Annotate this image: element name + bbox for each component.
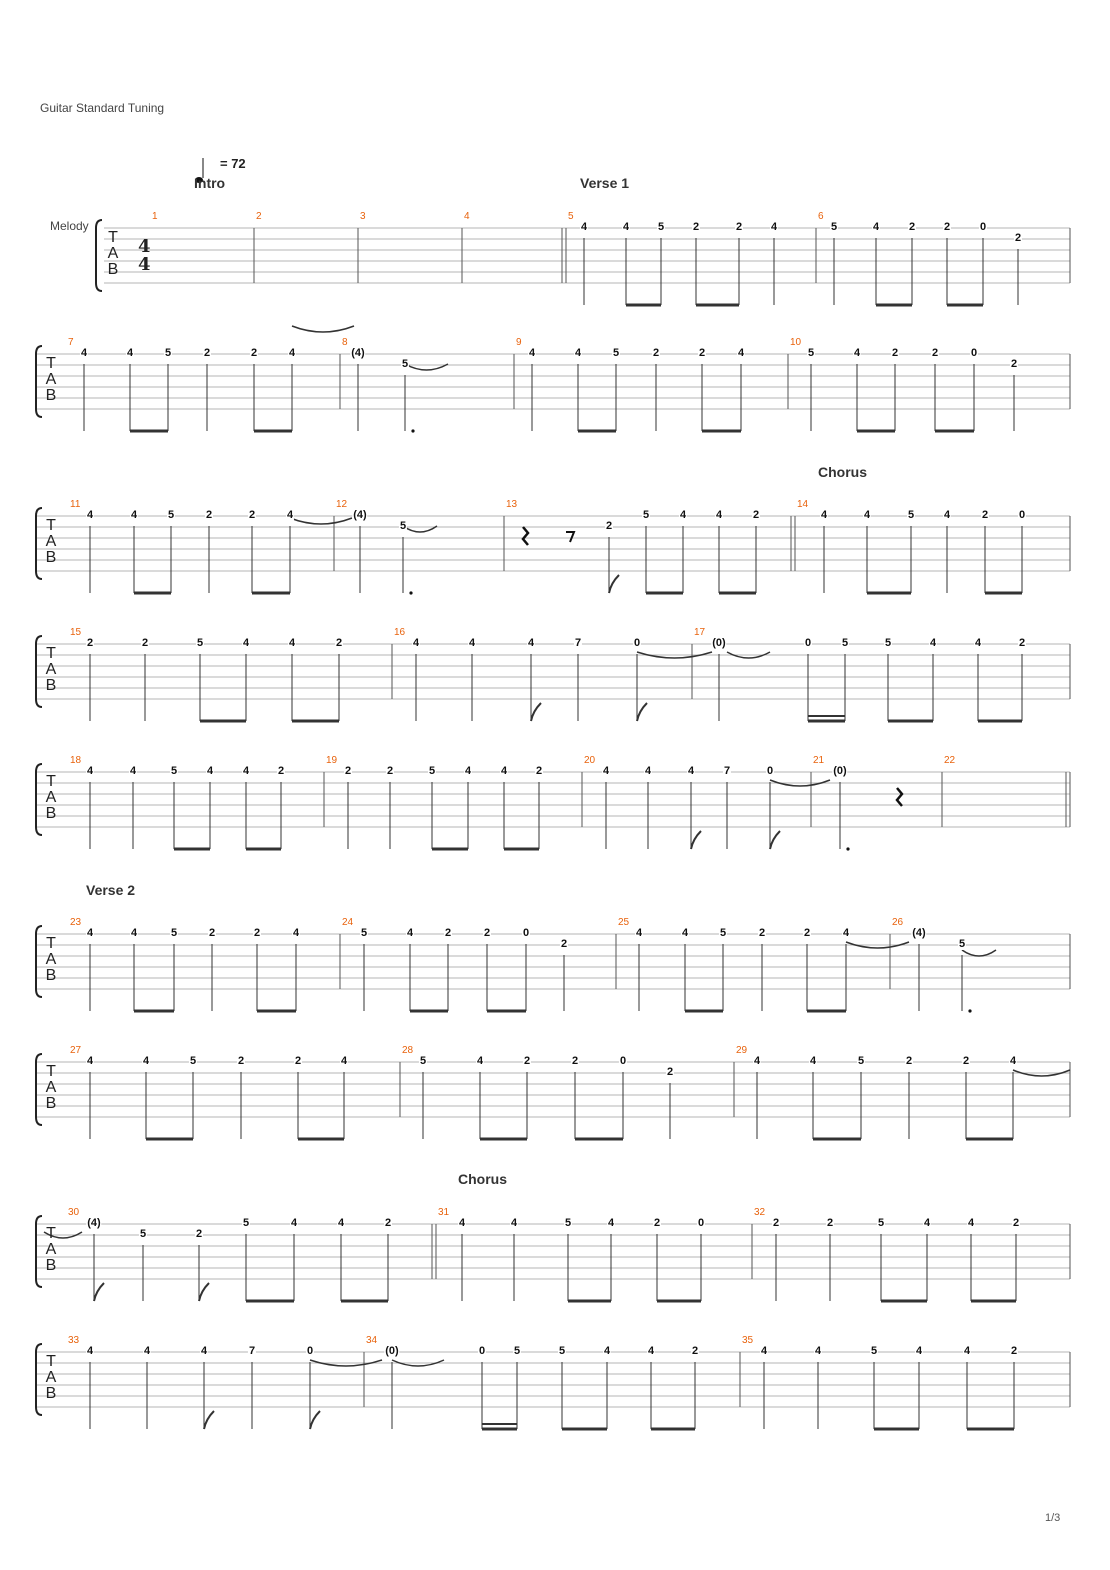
tab-clef-letter: B	[45, 967, 57, 984]
fret-number: (4)	[353, 509, 367, 521]
system-bracket	[36, 1344, 42, 1415]
fret-number: 4	[130, 927, 138, 939]
fret-number: 2	[653, 1217, 661, 1229]
fret-number: 0	[804, 637, 812, 649]
tuning-label: Guitar Standard Tuning	[40, 101, 165, 115]
page-number: 1/3	[1045, 1512, 1061, 1524]
fret-number: 5	[857, 1055, 865, 1067]
tab-clef-letter: T	[46, 1225, 56, 1242]
fret-number: 4	[464, 765, 472, 777]
fret-number: 2	[752, 509, 760, 521]
fret-number: 2	[666, 1066, 674, 1078]
fret-number: 4	[286, 509, 294, 521]
fret-number: 4	[130, 509, 138, 521]
measure-number: 3	[360, 211, 366, 222]
fret-number: 5	[870, 1345, 878, 1357]
measure-number: 22	[944, 755, 956, 766]
quarter-rest-symbol	[897, 788, 902, 806]
fret-number: 4	[1009, 1055, 1017, 1067]
fret-number: 4	[242, 637, 250, 649]
tab-clef-letter: B	[107, 261, 119, 278]
fret-number: 2	[523, 1055, 531, 1067]
fret-number: 5	[657, 221, 665, 233]
fret-number: 4	[715, 509, 723, 521]
fret-number: 2	[195, 1228, 203, 1240]
system-bracket	[36, 764, 42, 835]
fret-number: (0)	[385, 1345, 399, 1357]
fret-number: 4	[923, 1217, 931, 1229]
eighth-rest-symbol	[566, 532, 574, 542]
measure-number: 19	[326, 755, 338, 766]
tab-clef-letter: B	[45, 677, 57, 694]
fret-number: 2	[205, 509, 213, 521]
fret-number: 2	[605, 520, 613, 532]
tie-arc	[290, 518, 352, 524]
fret-number: 4	[510, 1217, 518, 1229]
fret-number: 7	[723, 765, 731, 777]
fret-number: 2	[826, 1217, 834, 1229]
fret-number: 2	[691, 1345, 699, 1357]
fret-number: 4	[242, 765, 250, 777]
measure-number: 5	[568, 211, 574, 222]
measure-number: 23	[70, 917, 82, 928]
time-signature-bottom: 4	[138, 254, 151, 275]
system-bracket	[36, 508, 42, 579]
fret-number: 0	[1018, 509, 1026, 521]
measure-number: 1	[152, 211, 158, 222]
fret-number: 4	[967, 1217, 975, 1229]
fret-number: 4	[647, 1345, 655, 1357]
fret-number: 4	[86, 1345, 94, 1357]
fret-number: 4	[86, 927, 94, 939]
fret-number: 0	[306, 1345, 314, 1357]
fret-number: 0	[766, 765, 774, 777]
fret-number: 5	[170, 765, 178, 777]
fret-number: 4	[86, 509, 94, 521]
note-flag	[531, 703, 541, 721]
measure-number: 35	[742, 1335, 754, 1346]
note-flag	[691, 831, 701, 849]
tab-clef-letter: B	[45, 1095, 57, 1112]
tab-clef-letter: T	[46, 355, 56, 372]
measure-number: 15	[70, 627, 82, 638]
tempo-marking: = 72	[220, 156, 246, 171]
tab-clef-letter: T	[46, 1063, 56, 1080]
note-flag	[204, 1411, 214, 1429]
tab-clef-letter: A	[107, 245, 119, 262]
fret-number: 2	[891, 347, 899, 359]
fret-number: 4	[915, 1345, 923, 1357]
fret-number: 2	[1018, 637, 1026, 649]
fret-number: 4	[853, 347, 861, 359]
fret-number: 5	[719, 927, 727, 939]
fret-number: 0	[619, 1055, 627, 1067]
fret-number: 2	[277, 765, 285, 777]
fret-number: 5	[399, 520, 407, 532]
fret-number: 4	[129, 765, 137, 777]
note-flag	[199, 1283, 209, 1301]
fret-number: 4	[753, 1055, 761, 1067]
measure-number: 11	[70, 499, 81, 510]
fret-number: 2	[250, 347, 258, 359]
fret-number: 4	[687, 765, 695, 777]
fret-number: 2	[758, 927, 766, 939]
fret-number: 2	[1014, 232, 1022, 244]
dotted-note	[846, 847, 849, 850]
fret-number: 5	[907, 509, 915, 521]
fret-number: 5	[189, 1055, 197, 1067]
fret-number: 0	[522, 927, 530, 939]
fret-number: 5	[877, 1217, 885, 1229]
measure-number: 20	[584, 755, 596, 766]
fret-number: 4	[500, 765, 508, 777]
section-verse-1: Verse 1	[580, 175, 630, 191]
measure-number: 13	[506, 499, 518, 510]
fret-number: 2	[1010, 358, 1018, 370]
tie-arc	[292, 326, 354, 332]
fret-number: 2	[905, 1055, 913, 1067]
fret-number: 5	[167, 509, 175, 521]
tab-clef-letter: T	[46, 773, 56, 790]
fret-number: 2	[444, 927, 452, 939]
fret-number: 4	[863, 509, 871, 521]
fret-number: (0)	[712, 637, 726, 649]
tab-clef-letter: B	[45, 549, 57, 566]
fret-number: 4	[290, 1217, 298, 1229]
tab-clef-letter: B	[45, 805, 57, 822]
section-intro: Intro	[194, 175, 226, 191]
fret-number: 4	[770, 221, 778, 233]
tab-clef-letter: A	[45, 951, 57, 968]
measure-number: 8	[342, 337, 348, 348]
fret-number: 4	[143, 1345, 151, 1357]
fret-number: 5	[164, 347, 172, 359]
fret-number: (0)	[833, 765, 847, 777]
fret-number: 0	[697, 1217, 705, 1229]
fret-number: 5	[830, 221, 838, 233]
fret-number: 2	[908, 221, 916, 233]
tab-clef-letter: A	[45, 533, 57, 550]
fret-number: 2	[203, 347, 211, 359]
fret-number: 4	[406, 927, 414, 939]
fret-number: 4	[679, 509, 687, 521]
fret-number: 5	[841, 637, 849, 649]
measure-number: 7	[68, 337, 74, 348]
fret-number: 2	[86, 637, 94, 649]
fret-number: 2	[335, 637, 343, 649]
fret-number: 5	[242, 1217, 250, 1229]
fret-number: 2	[962, 1055, 970, 1067]
system-bracket	[36, 636, 42, 707]
fret-number: 5	[612, 347, 620, 359]
note-flag	[637, 703, 647, 721]
section-chorus-2: Chorus	[458, 1171, 507, 1187]
fret-number: 4	[842, 927, 850, 939]
fret-number: 2	[803, 927, 811, 939]
fret-number: 4	[872, 221, 880, 233]
fret-number: 4	[206, 765, 214, 777]
fret-number: 4	[622, 221, 630, 233]
measure-number: 12	[336, 499, 348, 510]
measure-number: 31	[438, 1207, 450, 1218]
fret-number: 2	[571, 1055, 579, 1067]
tab-clef-letter: A	[45, 1079, 57, 1096]
fret-number: 4	[200, 1345, 208, 1357]
system-bracket	[36, 1054, 42, 1125]
dotted-note	[409, 591, 412, 594]
fret-number: 4	[635, 927, 643, 939]
measure-number: 29	[736, 1045, 748, 1056]
tab-clef-letter: A	[45, 1369, 57, 1386]
measure-number: 2	[256, 211, 262, 222]
tab-clef-letter: B	[45, 387, 57, 404]
fret-number: 4	[963, 1345, 971, 1357]
fret-number: 4	[644, 765, 652, 777]
fret-number: 5	[564, 1217, 572, 1229]
tab-clef-letter: T	[46, 517, 56, 534]
tab-clef-letter: B	[45, 1385, 57, 1402]
tab-clef-letter: T	[46, 645, 56, 662]
fret-number: 4	[943, 509, 951, 521]
fret-number: (4)	[351, 347, 365, 359]
fret-number: 2	[1012, 1217, 1020, 1229]
fret-number: 7	[248, 1345, 256, 1357]
tab-clef-letter: T	[108, 229, 118, 246]
fret-number: 4	[86, 765, 94, 777]
fret-number: 5	[360, 927, 368, 939]
fret-number: 4	[528, 347, 536, 359]
fret-number: 0	[478, 1345, 486, 1357]
measure-number: 28	[402, 1045, 414, 1056]
measure-number: 33	[68, 1335, 80, 1346]
measure-number: 24	[342, 917, 354, 928]
fret-number: 4	[468, 637, 476, 649]
dotted-note	[411, 429, 414, 432]
fret-number: 2	[1010, 1345, 1018, 1357]
fret-number: 4	[527, 637, 535, 649]
fret-number: 5	[958, 938, 966, 950]
measure-number: 6	[818, 211, 824, 222]
time-signature-top: 4	[138, 236, 151, 257]
system-bracket	[36, 926, 42, 997]
measure-number: 4	[464, 211, 470, 222]
fret-number: (4)	[912, 927, 926, 939]
fret-number: 2	[652, 347, 660, 359]
tab-clef-letter: T	[46, 1353, 56, 1370]
measure-number: 30	[68, 1207, 80, 1218]
tie-arc	[962, 950, 996, 956]
note-flag	[94, 1283, 104, 1301]
fret-number: 5	[196, 637, 204, 649]
fret-number: 2	[483, 927, 491, 939]
measure-number: 14	[797, 499, 809, 510]
measure-number: 18	[70, 755, 82, 766]
track-name: Melody	[50, 219, 89, 233]
fret-number: 4	[288, 637, 296, 649]
measure-number: 32	[754, 1207, 766, 1218]
fret-number: 2	[535, 765, 543, 777]
tab-clef-letter: A	[45, 371, 57, 388]
system-bracket	[96, 220, 102, 291]
fret-number: 4	[602, 765, 610, 777]
fret-number: 2	[253, 927, 261, 939]
tab-clef-letter: A	[45, 661, 57, 678]
fret-number: 5	[642, 509, 650, 521]
fret-number: 2	[384, 1217, 392, 1229]
system-bracket	[36, 1216, 42, 1287]
fret-number: 2	[386, 765, 394, 777]
fret-number: 5	[419, 1055, 427, 1067]
measure-number: 21	[813, 755, 825, 766]
fret-number: 2	[698, 347, 706, 359]
fret-number: 4	[80, 347, 88, 359]
fret-number: 2	[294, 1055, 302, 1067]
fret-number: 4	[126, 347, 134, 359]
fret-number: 2	[931, 347, 939, 359]
section-chorus-1: Chorus	[818, 464, 867, 480]
fret-number: 4	[814, 1345, 822, 1357]
measure-number: 9	[516, 337, 522, 348]
fret-number: 7	[574, 637, 582, 649]
fret-number: 2	[141, 637, 149, 649]
fret-number: 4	[603, 1345, 611, 1357]
fret-number: 4	[288, 347, 296, 359]
note-flag	[770, 831, 780, 849]
tab-clef-letter: B	[45, 1257, 57, 1274]
fret-number: 5	[401, 358, 409, 370]
fret-number: 2	[772, 1217, 780, 1229]
measure-number: 25	[618, 917, 630, 928]
measure-number: 16	[394, 627, 406, 638]
fret-number: 2	[248, 509, 256, 521]
quarter-rest-symbol	[523, 527, 528, 545]
fret-number: 2	[735, 221, 743, 233]
measure-number: 26	[892, 917, 904, 928]
section-verse-2: Verse 2	[86, 882, 136, 898]
fret-number: 4	[737, 347, 745, 359]
note-flag	[609, 575, 619, 593]
fret-number: 2	[237, 1055, 245, 1067]
fret-number: 2	[981, 509, 989, 521]
fret-number: 5	[807, 347, 815, 359]
fret-number: 4	[340, 1055, 348, 1067]
note-flag	[310, 1411, 320, 1429]
fret-number: 4	[820, 509, 828, 521]
tab-clef-letter: A	[45, 1241, 57, 1258]
fret-number: 4	[337, 1217, 345, 1229]
fret-number: (4)	[87, 1217, 101, 1229]
dotted-note	[968, 1009, 971, 1012]
fret-number: 2	[208, 927, 216, 939]
tab-clef-letter: T	[46, 935, 56, 952]
fret-number: 5	[139, 1228, 147, 1240]
fret-number: 4	[292, 927, 300, 939]
measure-number: 10	[790, 337, 802, 348]
fret-number: 5	[513, 1345, 521, 1357]
fret-number: 2	[560, 938, 568, 950]
measure-number: 34	[366, 1335, 378, 1346]
fret-number: 5	[884, 637, 892, 649]
fret-number: 4	[809, 1055, 817, 1067]
fret-number: 4	[458, 1217, 466, 1229]
fret-number: 0	[979, 221, 987, 233]
fret-number: 4	[929, 637, 937, 649]
fret-number: 5	[428, 765, 436, 777]
tab-clef-letter: A	[45, 789, 57, 806]
fret-number: 2	[943, 221, 951, 233]
fret-number: 2	[692, 221, 700, 233]
fret-number: 4	[412, 637, 420, 649]
fret-number: 4	[476, 1055, 484, 1067]
fret-number: 2	[344, 765, 352, 777]
fret-number: 4	[142, 1055, 150, 1067]
fret-number: 4	[580, 221, 588, 233]
fret-number: 4	[86, 1055, 94, 1067]
fret-number: 4	[574, 347, 582, 359]
fret-number: 4	[974, 637, 982, 649]
fret-number: 5	[170, 927, 178, 939]
fret-number: 4	[760, 1345, 768, 1357]
fret-number: 5	[558, 1345, 566, 1357]
measure-number: 17	[694, 627, 706, 638]
system-bracket	[36, 346, 42, 417]
fret-number: 0	[970, 347, 978, 359]
fret-number: 4	[607, 1217, 615, 1229]
fret-number: 0	[633, 637, 641, 649]
measure-number: 27	[70, 1045, 82, 1056]
fret-number: 4	[681, 927, 689, 939]
